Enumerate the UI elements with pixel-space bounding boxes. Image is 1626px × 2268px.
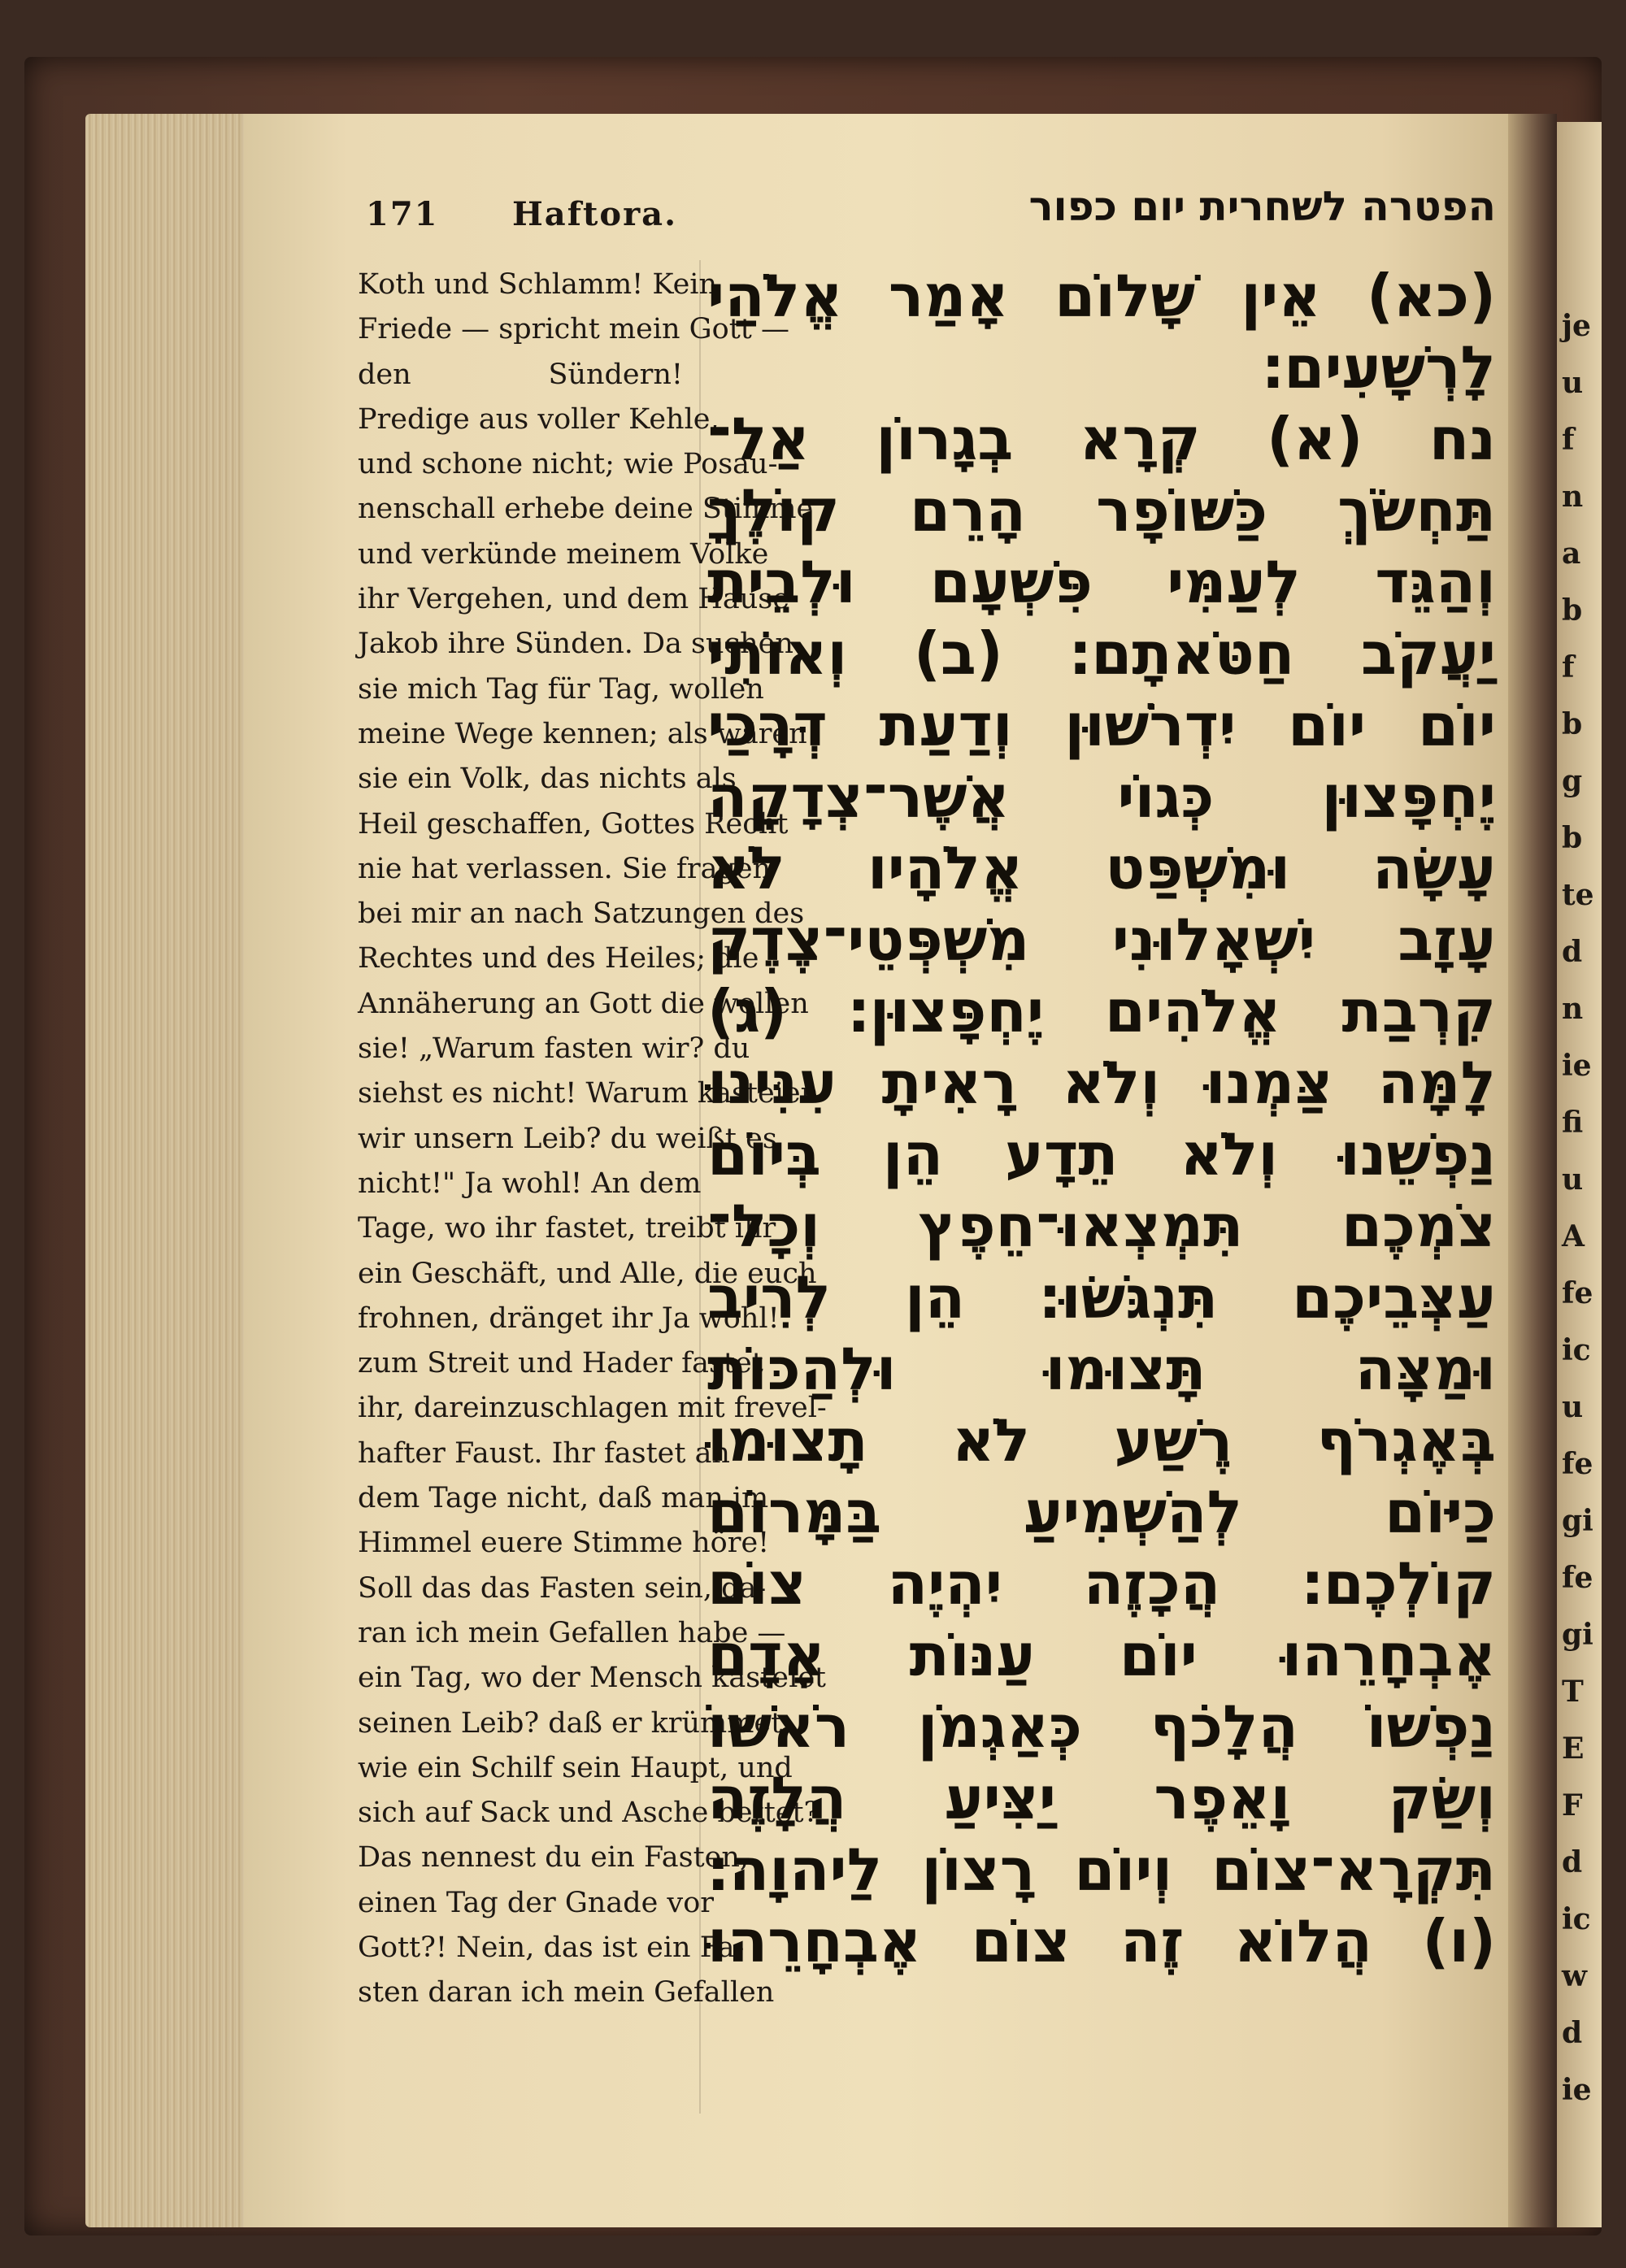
german-line: Himmel euere Stimme höre!	[358, 1527, 770, 1560]
hebrew-line: עַצְּבֵיכֶם תִּנְגֹּשׂוּ׃ הֵן לְרִיב	[707, 1263, 1496, 1332]
hebrew-line: לָמָּה צַּמְנוּ וְלֹא רָאִיתָ עִנִּינוּ	[707, 1049, 1496, 1117]
hebrew-line: וְהַגֵּד לְעַמִּי פִּשְׁעָם וּלְבֵית	[707, 548, 1496, 616]
german-line: sie! „Warum fasten wir? du	[358, 1032, 750, 1066]
german-line: ran ich mein Gefallen habe —	[358, 1616, 786, 1649]
german-line: nicht!" Ja wohl! An dem	[358, 1167, 702, 1200]
next-page-fragment: d	[1562, 1845, 1583, 1879]
next-page-fragment: fe	[1562, 1447, 1593, 1481]
german-line: dem Tage nicht, daß man im	[358, 1482, 769, 1515]
german-translation-column	[358, 263, 827, 2016]
next-page-fragment: w	[1562, 1959, 1587, 1993]
running-head: Haftora.	[512, 195, 677, 233]
german-line: sich auf Sack und Asche bettet?	[358, 1797, 820, 1830]
german-line: einen Tag der Gnade vor	[358, 1886, 715, 1919]
hebrew-line: (כא) אֵין שָׁלוֹם אָמַר אֱלֹהַי	[707, 262, 1496, 330]
next-page-fragment: ic	[1562, 1902, 1591, 1936]
next-page-fragment: n	[1562, 480, 1584, 514]
german-line: sie mich Tag für Tag, wollen	[358, 672, 764, 706]
german-line: Predige aus voller Kehle,	[358, 402, 720, 436]
next-page-fragment: ie	[1562, 1049, 1592, 1083]
next-page-fragment: ie	[1562, 2073, 1592, 2107]
book-gutter	[1508, 114, 1557, 2227]
german-line: sten daran ich mein Gefallen	[358, 1976, 775, 2009]
hebrew-line: וּמַצָּה תָּצוּמוּ וּלְהַכּוֹת	[707, 1335, 1496, 1403]
next-page-fragment: te	[1562, 878, 1594, 912]
german-line: wie ein Schilf sein Haupt, und	[358, 1751, 793, 1784]
german-line: sie ein Volk, das nichts als	[358, 763, 737, 796]
german-line: nenschall erhebe deine Stimme	[358, 493, 814, 526]
next-page-fragment: n	[1562, 992, 1584, 1026]
hebrew-line: לָרְשָׁעִים׃	[1262, 333, 1496, 402]
german-line: Friede — spricht mein Gott —	[358, 313, 789, 346]
next-page-fragment: E	[1562, 1731, 1585, 1766]
hebrew-line: (ו) הֲלוֹא זֶה צוֹם אֶבְחָרֵהוּ	[707, 1907, 1496, 1975]
hebrew-line: נַפְשׁוֹ הֲלָכֹף כְּאַגְמֹן רֹאשׁוֹ	[707, 1692, 1496, 1761]
hebrew-line: צֹמְכֶם תִּמְצְאוּ־חֵפֶץ וְכָל־	[707, 1192, 1496, 1260]
page-number: 171	[366, 195, 439, 233]
next-page-fragment: fi	[1562, 1106, 1584, 1140]
hebrew-text-column	[707, 260, 1496, 1977]
german-line: meine Wege kennen; als wären	[358, 717, 807, 750]
column-divider	[699, 260, 701, 2114]
page-edges	[85, 114, 260, 2227]
next-page-fragment: u	[1562, 1390, 1584, 1424]
next-page-fragment: gi	[1562, 1504, 1593, 1538]
next-page-fragment: f	[1562, 423, 1575, 457]
german-line: den Sündern!	[358, 358, 683, 391]
german-line: ihr Vergehen, und dem Hause	[358, 583, 789, 616]
hebrew-line: יַעֲקֹב חַטֹּאתָם׃ (ב) וְאוֹתִי	[707, 619, 1496, 688]
german-line: Soll das das Fasten sein, da-	[358, 1571, 767, 1605]
next-page-fragment: ic	[1562, 1333, 1591, 1367]
german-line: Rechtes und des Heiles; die	[358, 942, 759, 975]
next-page-fragment: d	[1562, 2016, 1583, 2050]
next-page-fragment: u	[1562, 1162, 1584, 1197]
next-page-fragment: fe	[1562, 1276, 1593, 1310]
german-line: siehst es nicht! Warum kasteien	[358, 1077, 820, 1110]
german-line: Tage, wo ihr fastet, treibt ihr	[358, 1212, 776, 1245]
hebrew-line: אֶבְחָרֵהוּ יוֹם עַנּוֹת אָדָם	[707, 1621, 1496, 1689]
next-page-fragment: T	[1562, 1675, 1584, 1709]
hebrew-line: קִרְבַת אֱלֹהִים יֶחְפָּצוּן׃ (ג)	[707, 977, 1496, 1045]
next-page-fragment: je	[1562, 309, 1591, 343]
next-page-fragment: d	[1562, 935, 1583, 969]
next-page-fragment: f	[1562, 650, 1575, 684]
german-line: Jakob ihre Sünden. Da suchen	[358, 628, 793, 661]
german-line: hafter Faust. Ihr fastet an	[358, 1436, 730, 1470]
german-line: nie hat verlassen. Sie fragen	[358, 852, 772, 885]
next-page-fragment: b	[1562, 707, 1583, 741]
german-line: und verkünde meinem Volke	[358, 537, 769, 571]
hebrew-line: יֶחְפָּצוּן כְּגוֹי אֲשֶׁר־צְדָקָה	[707, 763, 1496, 831]
next-page-edge	[1557, 122, 1602, 2227]
hebrew-line: יוֹם יוֹם יִדְרֹשׁוּן וְדַעַת דְּרָכַי	[707, 691, 1496, 759]
german-line: ihr, dareinzuschlagen mit frevel-	[358, 1392, 827, 1425]
next-page-fragment: g	[1562, 764, 1583, 798]
hebrew-heading: הפטרה לשחרית יום כפור	[1028, 183, 1496, 230]
next-page-fragment: b	[1562, 593, 1583, 628]
hebrew-line: נַפְשֵׁנוּ וְלֹא תֵדָע הֵן בְּיוֹם	[707, 1120, 1496, 1188]
hebrew-line: קוֹלְכֶם׃ הֲכָזֶה יִהְיֶה צוֹם	[707, 1549, 1496, 1618]
german-line: frohnen, dränget ihr Ja wohl!	[358, 1301, 780, 1335]
german-line: bei mir an nach Satzungen des	[358, 897, 805, 931]
german-line: Das nennest du ein Fasten,	[358, 1841, 750, 1875]
german-line: ein Geschäft, und Alle, die euch	[358, 1257, 817, 1290]
next-page-fragment: A	[1562, 1219, 1585, 1253]
german-line: Heil geschaffen, Gottes Recht	[358, 807, 789, 841]
german-line: seinen Leib? daß er krümmet	[358, 1706, 783, 1740]
next-page-fragment: gi	[1562, 1618, 1593, 1652]
next-page-fragment: fe	[1562, 1561, 1593, 1595]
hebrew-line: עָזָב יִשְׁאָלוּנִי מִשְׁפְּטֵי־צֶדֶק	[707, 906, 1496, 974]
german-line: Annäherung an Gott die wollen	[358, 987, 809, 1020]
next-page-fragment: u	[1562, 366, 1584, 400]
german-line: zum Streit und Hader fastet	[358, 1347, 763, 1380]
next-page-fragment: a	[1562, 537, 1581, 571]
hebrew-line: וְשַׂק וָאֵפֶר יַצִּיעַ הֲלָזֶה	[707, 1764, 1496, 1832]
hebrew-line: כַיּוֹם לְהַשְׁמִיעַ בַּמָּרוֹם	[707, 1478, 1496, 1546]
german-line: Gott?! Nein, das ist ein Fa-	[358, 1931, 745, 1964]
next-page-fragment: b	[1562, 821, 1583, 855]
hebrew-line: נח (א) קְרָא בְגָרוֹן אַל־	[707, 405, 1496, 473]
german-line: wir unsern Leib? du weißt es	[358, 1122, 777, 1155]
hebrew-line: בְּאֶגְרֹף רֶשַׁע לֹא תָצוּמוּ	[707, 1406, 1496, 1475]
hebrew-line: עָשָׂה וּמִשְׁפַּט אֱלֹהָיו לֹא	[707, 834, 1496, 902]
german-line: und schone nicht; wie Posau-	[358, 448, 778, 481]
hebrew-line: תִּקְרָא־צוֹם וְיוֹם רָצוֹן לַיהוָה׃	[707, 1836, 1496, 1904]
german-line: ein Tag, wo der Mensch kasteiet	[358, 1662, 826, 1695]
book-page	[244, 114, 1537, 2227]
hebrew-line: תַּחְשֹׂךְ כַּשּׁוֹפָר הָרֵם קוֹלֶךָ	[707, 476, 1496, 545]
next-page-fragment: F	[1562, 1788, 1583, 1823]
german-line: Koth und Schlamm! Kein	[358, 268, 718, 301]
